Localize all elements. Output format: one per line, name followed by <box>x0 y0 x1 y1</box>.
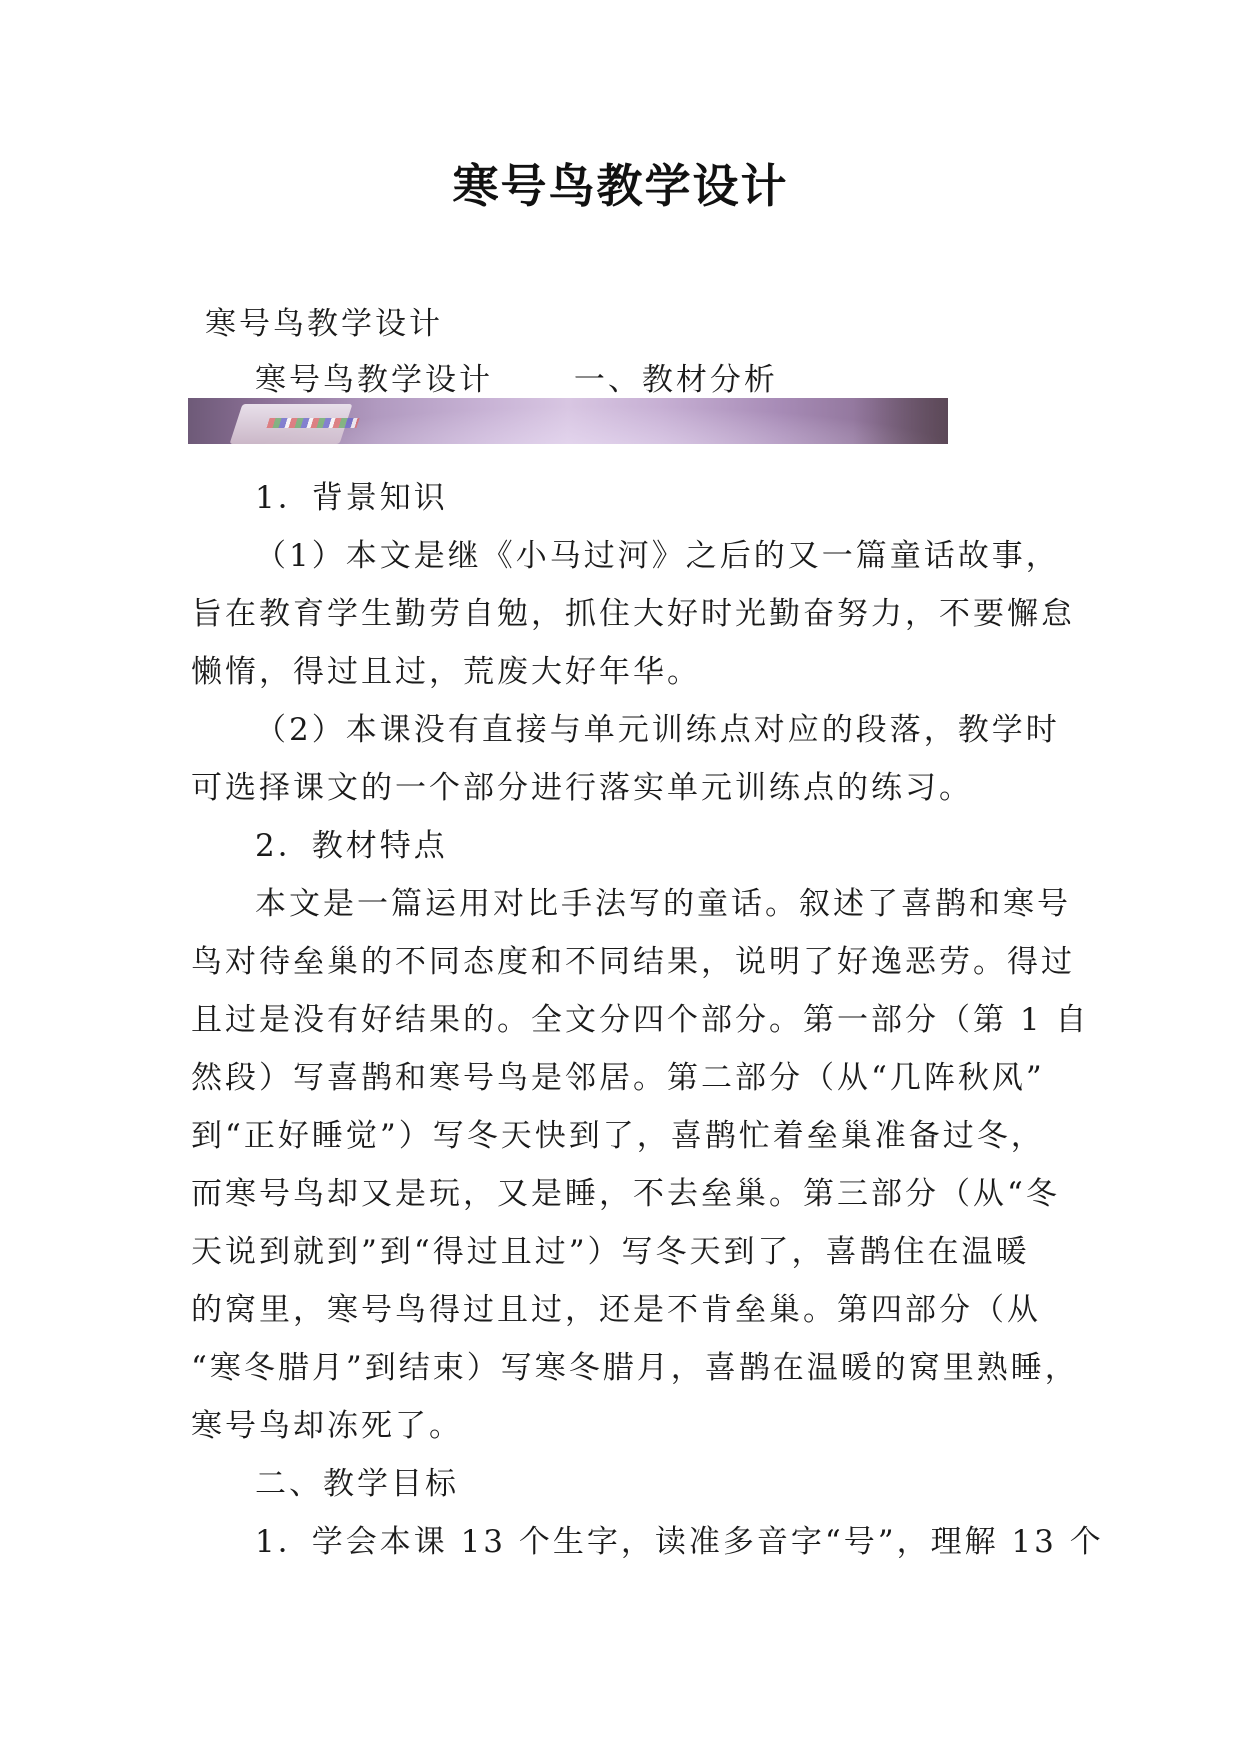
document-subheading: 寒号鸟教学设计 一、教材分析 <box>255 362 778 398</box>
paragraph-line: 1．学会本课 13 个生字，读准多音字“号”，理解 13 个 <box>255 1524 1104 1560</box>
paragraph-line: 本文是一篇运用对比手法写的童话。叙述了喜鹊和寒号 <box>255 886 1071 922</box>
paragraph-line: 懒惰，得过且过，荒废大好年华。 <box>191 654 701 690</box>
paragraph-line: “寒冬腊月”到结束）写寒冬腊月，喜鹊在温暖的窝里熟睡， <box>191 1350 1079 1386</box>
paragraph-line: 而寒号鸟却又是玩，又是睡，不去垒巢。第三部分（从“冬 <box>191 1176 1060 1212</box>
image-dark-edge <box>853 398 948 444</box>
paragraph-line: 1．背景知识 <box>255 480 448 516</box>
paragraph-line: （1）本文是继《小马过河》之后的又一篇童话故事， <box>255 538 1060 574</box>
paragraph-line: 天说到就到”到“得过且过”）写冬天到了，喜鹊住在温暖 <box>191 1234 1030 1270</box>
page-title: 寒号鸟教学设计 <box>452 159 789 213</box>
image-shading <box>188 398 948 444</box>
embedded-image-strip <box>188 398 948 444</box>
section-heading: 二、教学目标 <box>255 1466 459 1502</box>
paragraph-line: 2．教材特点 <box>255 828 448 864</box>
paragraph-line: 到“正好睡觉”）写冬天快到了，喜鹊忙着垒巢准备过冬， <box>191 1118 1045 1154</box>
paragraph-line: 然段）写喜鹊和寒号鸟是邻居。第二部分（从“几阵秋风” <box>191 1060 1045 1096</box>
paragraph-line: 鸟对待垒巢的不同态度和不同结果，说明了好逸恶劳。得过 <box>191 944 1075 980</box>
paragraph-line: （2）本课没有直接与单元训练点对应的段落，教学时 <box>255 712 1060 748</box>
paragraph-line: 旨在教育学生勤劳自勉，抓住大好时光勤奋努力，不要懈怠 <box>191 596 1075 632</box>
paragraph-line: 且过是没有好结果的。全文分四个部分。第一部分（第 1 自 <box>191 1002 1090 1038</box>
paragraph-line: 寒号鸟却冻死了。 <box>191 1408 463 1444</box>
paragraph-line: 可选择课文的一个部分进行落实单元训练点的练习。 <box>191 770 973 806</box>
paragraph-line: 的窝里，寒号鸟得过且过，还是不肯垒巢。第四部分（从 <box>191 1292 1041 1328</box>
document-heading: 寒号鸟教学设计 <box>205 306 443 342</box>
